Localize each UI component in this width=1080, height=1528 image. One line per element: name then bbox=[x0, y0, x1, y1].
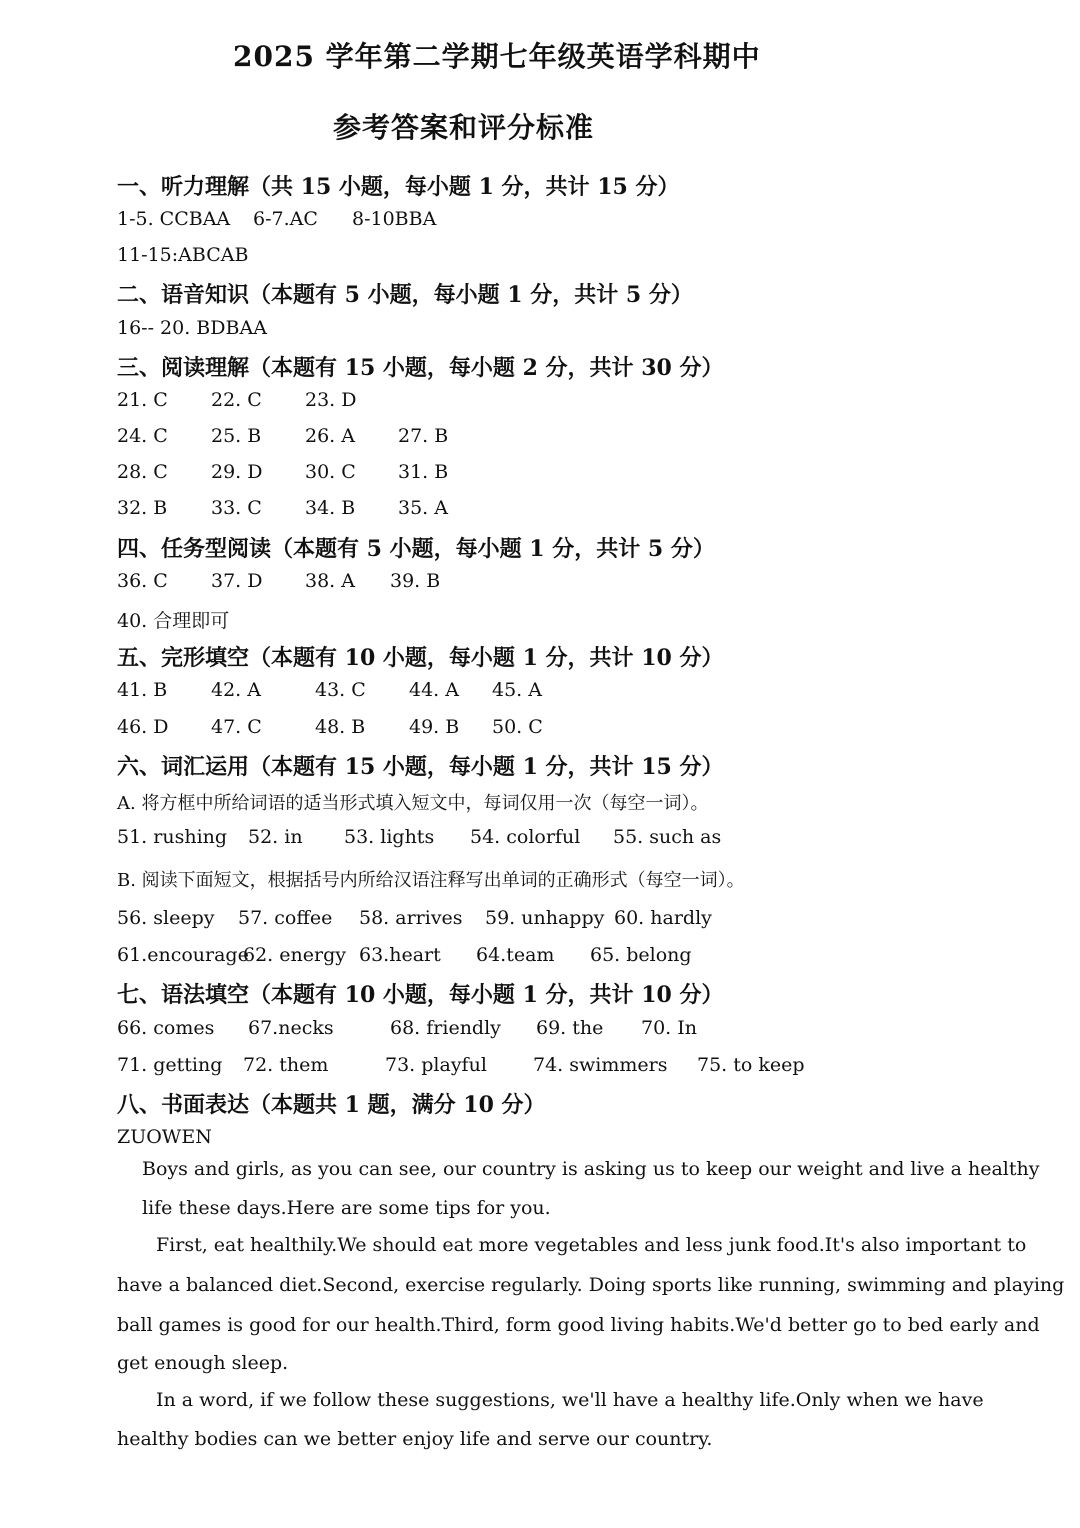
section-heading-task-reading: 四、任务型阅读（本题有 5 小题，每小题 1 分，共计 5 分） bbox=[117, 536, 715, 562]
answer-item: 21. C bbox=[117, 389, 168, 411]
answer-item: 36. C bbox=[117, 570, 168, 592]
essay-label: ZUOWEN bbox=[117, 1126, 212, 1148]
answer-item: 43. C bbox=[315, 679, 366, 701]
answer-item: 46. D bbox=[117, 716, 169, 738]
answer-item: 49. B bbox=[409, 716, 460, 738]
answer-item: 33. C bbox=[211, 497, 262, 519]
answer-item: 30. C bbox=[305, 461, 356, 483]
answer-item: 75. to keep bbox=[697, 1054, 805, 1076]
answer-item: 6-7.AC bbox=[253, 208, 318, 230]
answer-item: 26. A bbox=[305, 425, 355, 447]
answer-item: 57. coffee bbox=[238, 907, 333, 929]
document-title: 2025 学年第二学期七年级英语学科期中 bbox=[233, 40, 761, 73]
answer-item: 70. In bbox=[641, 1017, 697, 1039]
answer-item: 54. colorful bbox=[470, 826, 581, 848]
document-subtitle: 参考答案和评分标准 bbox=[333, 111, 595, 144]
section-heading-vocabulary: 六、词汇运用（本题有 15 小题，每小题 1 分，共计 15 分） bbox=[117, 754, 724, 780]
answer-item: 72. them bbox=[243, 1054, 329, 1076]
essay-line: get enough sleep. bbox=[117, 1352, 289, 1374]
answer-item: 60. hardly bbox=[614, 907, 712, 929]
answer-item: 68. friendly bbox=[390, 1017, 501, 1039]
essay-line: First, eat healthily.We should eat more vegetables and less junk food.It's also important to bbox=[156, 1234, 1027, 1256]
section-heading-grammar: 七、语法填空（本题有 10 小题，每小题 1 分，共计 10 分） bbox=[117, 982, 724, 1008]
answer-item: 29. D bbox=[211, 461, 263, 483]
answer-item: 50. C bbox=[492, 716, 543, 738]
answer-item: 53. lights bbox=[344, 826, 435, 848]
answer-item: 32. B bbox=[117, 497, 168, 519]
answer-item: 59. unhappy bbox=[485, 907, 605, 929]
answer-item: 22. C bbox=[211, 389, 262, 411]
answer-item: 1-5. CCBAA bbox=[117, 208, 231, 230]
answer-item: 52. in bbox=[248, 826, 303, 848]
answer-item: 74. swimmers bbox=[533, 1054, 668, 1076]
section-heading-reading: 三、阅读理解（本题有 15 小题，每小题 2 分，共计 30 分） bbox=[117, 355, 724, 381]
essay-line: have a balanced diet.Second, exercise regularly. Doing sports like running, swimming and playing bbox=[117, 1274, 1065, 1296]
answer-item: 42. A bbox=[211, 679, 261, 701]
essay-line: In a word, if we follow these suggestions, we'll have a healthy life.Only when we have bbox=[156, 1389, 984, 1411]
answer-item: 67.necks bbox=[248, 1017, 334, 1039]
answer-item: 69. the bbox=[536, 1017, 604, 1039]
answer-item: 25. B bbox=[211, 425, 262, 447]
section-heading-cloze: 五、完形填空（本题有 10 小题，每小题 1 分，共计 10 分） bbox=[117, 645, 724, 671]
answer-item: 24. C bbox=[117, 425, 168, 447]
answer-item: 56. sleepy bbox=[117, 907, 215, 929]
answer-item: 55. such as bbox=[613, 826, 722, 848]
answer-item: 45. A bbox=[492, 679, 542, 701]
answer-item: 62. energy bbox=[243, 944, 346, 966]
answer-item: 38. A bbox=[305, 570, 355, 592]
section-heading-phonetics: 二、语音知识（本题有 5 小题，每小题 1 分，共计 5 分） bbox=[117, 282, 693, 308]
essay-line: Boys and girls, as you can see, our country is asking us to keep our weight and live a healthy bbox=[142, 1158, 1040, 1180]
answer-item: 48. B bbox=[315, 716, 366, 738]
answer-item: 35. A bbox=[398, 497, 448, 519]
answer-item: 51. rushing bbox=[117, 826, 228, 848]
answer-item: 63.heart bbox=[359, 944, 441, 966]
answer-item: 41. B bbox=[117, 679, 168, 701]
answer-item: 71. getting bbox=[117, 1054, 223, 1076]
answer-item: 61.encourage bbox=[117, 944, 249, 966]
instruction-b: B. 阅读下面短文，根据括号内所给汉语注释写出单词的正确形式（每空一词）。 bbox=[117, 870, 745, 891]
answer-item: 34. B bbox=[305, 497, 356, 519]
answer-item: 58. arrives bbox=[359, 907, 463, 929]
answer-item: 39. B bbox=[390, 570, 441, 592]
answer-item: 31. B bbox=[398, 461, 449, 483]
answer-item: 40. 合理即可 bbox=[117, 610, 230, 632]
answer-item: 23. D bbox=[305, 389, 357, 411]
essay-line: ball games is good for our health.Third, form good living habits.We'd better go to bed early and bbox=[117, 1314, 1040, 1336]
answer-item: 27. B bbox=[398, 425, 449, 447]
essay-line: life these days.Here are some tips for you. bbox=[142, 1197, 551, 1219]
answer-item: 65. belong bbox=[590, 944, 692, 966]
answer-item: 47. C bbox=[211, 716, 262, 738]
answer-item: 8-10BBA bbox=[352, 208, 437, 230]
answer-item: 64.team bbox=[476, 944, 555, 966]
answer-item: 37. D bbox=[211, 570, 263, 592]
answer-item: 44. A bbox=[409, 679, 459, 701]
section-heading-listening: 一、听力理解（共 15 小题，每小题 1 分，共计 15 分） bbox=[117, 174, 680, 200]
answer-item: 73. playful bbox=[385, 1054, 487, 1076]
answer-item: 28. C bbox=[117, 461, 168, 483]
answer-item: 11-15:ABCAB bbox=[117, 244, 249, 266]
section-heading-writing: 八、书面表达（本题共 1 题，满分 10 分） bbox=[117, 1092, 546, 1118]
answer-item: 16-- 20. BDBAA bbox=[117, 317, 267, 339]
instruction-a: A. 将方框中所给词语的适当形式填入短文中，每词仅用一次（每空一词）。 bbox=[117, 793, 709, 814]
essay-line: healthy bodies can we better enjoy life and serve our country. bbox=[117, 1428, 713, 1450]
answer-item: 66. comes bbox=[117, 1017, 215, 1039]
